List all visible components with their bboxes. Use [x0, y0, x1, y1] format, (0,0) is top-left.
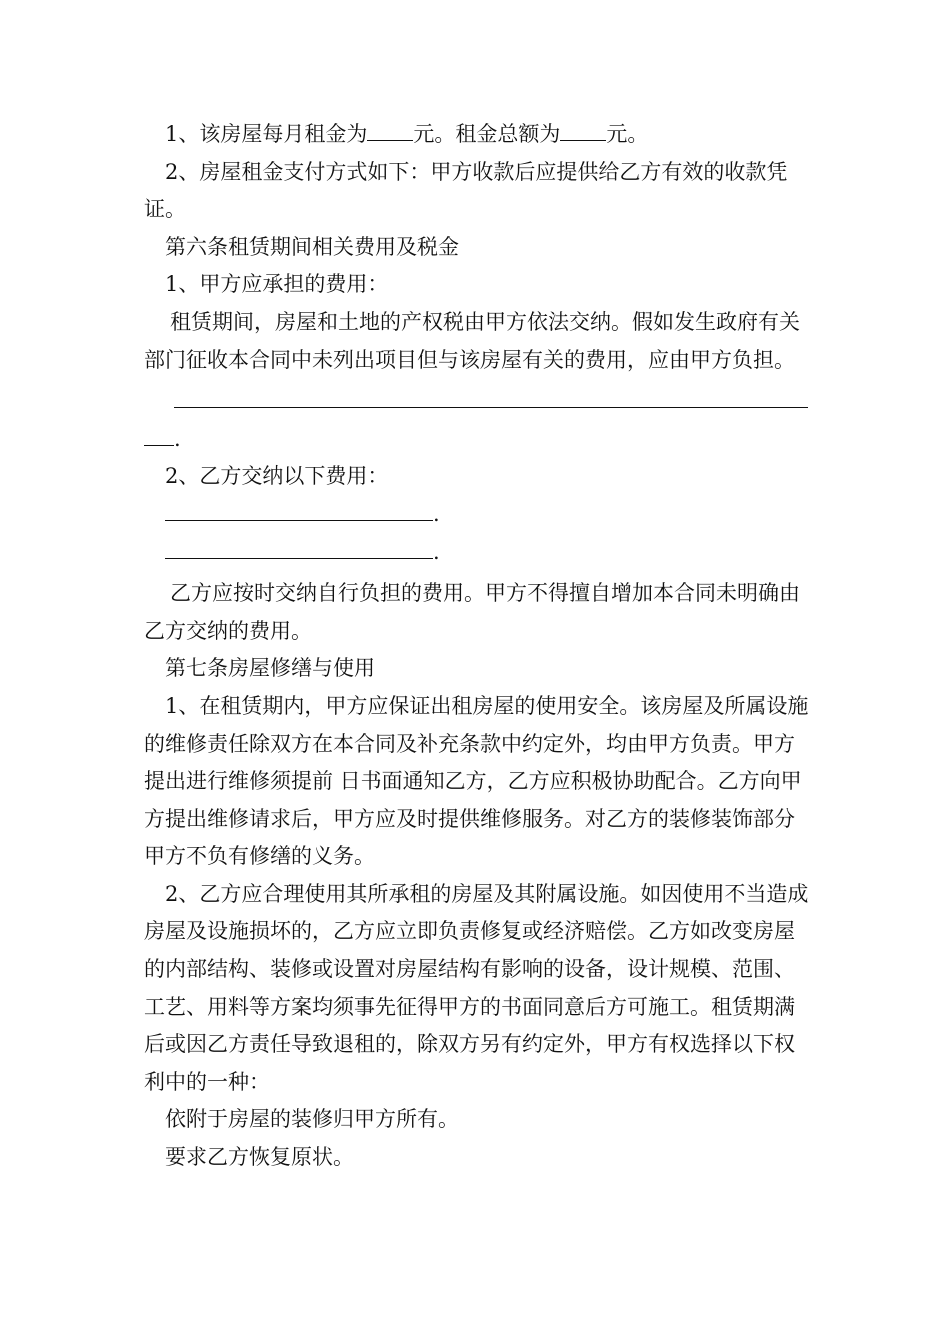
article-7-option-2: 要求乙方恢复原状。 — [165, 1145, 354, 1170]
article-6-item-2-text: 乙方应按时交纳自行负担的费用。甲方不得擅自增加本合同未明确由乙方交纳的费用。 — [144, 581, 800, 643]
blank-period: . — [174, 426, 181, 451]
party-b-fee-blank-1[interactable] — [165, 498, 433, 521]
article-7-item-2: 2、乙方应合理使用其所承租的房屋及其附属设施。如因使用不当造成房屋及设施损坏的，乙方应立即负责修复或经济赔偿。乙方如改变房屋的内部结构、装修或设置对房屋结构有影响的设备，设计规模、范围、工艺、用料等方案均须事先征得甲方的书面同意后方可施工。租赁期满后或因乙方责任导致退租的，除双方另有约定外，甲方有权选择以下权利中的一种： — [144, 881, 809, 1094]
rent-unit-label: 元。 — [606, 122, 649, 146]
article-6-heading: 第六条租赁期间相关费用及税金 — [165, 234, 459, 259]
rent-monthly-label: 1、该房屋每月租金为 — [165, 122, 368, 146]
article-7-heading: 第七条房屋修缮与使用 — [165, 656, 375, 681]
rent-payment-paragraph: 2、房屋租金支付方式如下：甲方收款后应提供给乙方有效的收款凭证。 — [144, 159, 788, 222]
party-a-fee-blank[interactable] — [174, 385, 808, 408]
blank-period: . — [433, 501, 440, 526]
blank-period: . — [433, 539, 440, 564]
party-b-fee-blank-2[interactable] — [165, 536, 433, 559]
article-6-item-1-text: 租赁期间，房屋和土地的产权税由甲方依法交纳。假如发生政府有关部门征收本合同中未列出项目但与该房屋有关的费用，应由甲方负担。 — [144, 309, 800, 372]
article-6-item-1: 1、甲方应承担的费用： — [165, 272, 389, 297]
total-rent-blank[interactable] — [560, 118, 606, 141]
article-6-long-blank-tail — [144, 421, 814, 459]
article-6-item-2: 2、乙方交纳以下费用： — [165, 464, 389, 489]
party-b-fee-line-1 — [144, 496, 814, 534]
document-body — [144, 116, 814, 1177]
rent-total-label: 元。租金总额为 — [413, 122, 561, 146]
article-7-option-1: 依附于房屋的装修归甲方所有。 — [165, 1107, 459, 1132]
article-6-long-blank — [144, 383, 814, 421]
article-7-item-1: 1、在租赁期内，甲方应保证出租房屋的使用安全。该房屋及所属设施的维修责任除双方在本合同及补充条款中约定外，均由甲方负责。甲方提出进行维修须提前 日书面通知乙方，乙方应积极协助配合。乙方向甲方提出维修请求后，甲方应及时提供维修服务。对乙方的装修装饰部分甲方不负有修缮的义务。 — [144, 693, 809, 869]
rent-amount-paragraph — [144, 116, 814, 154]
party-a-fee-blank-tail[interactable] — [144, 423, 174, 446]
party-b-fee-line-2 — [144, 534, 814, 572]
monthly-rent-blank[interactable] — [367, 118, 413, 141]
